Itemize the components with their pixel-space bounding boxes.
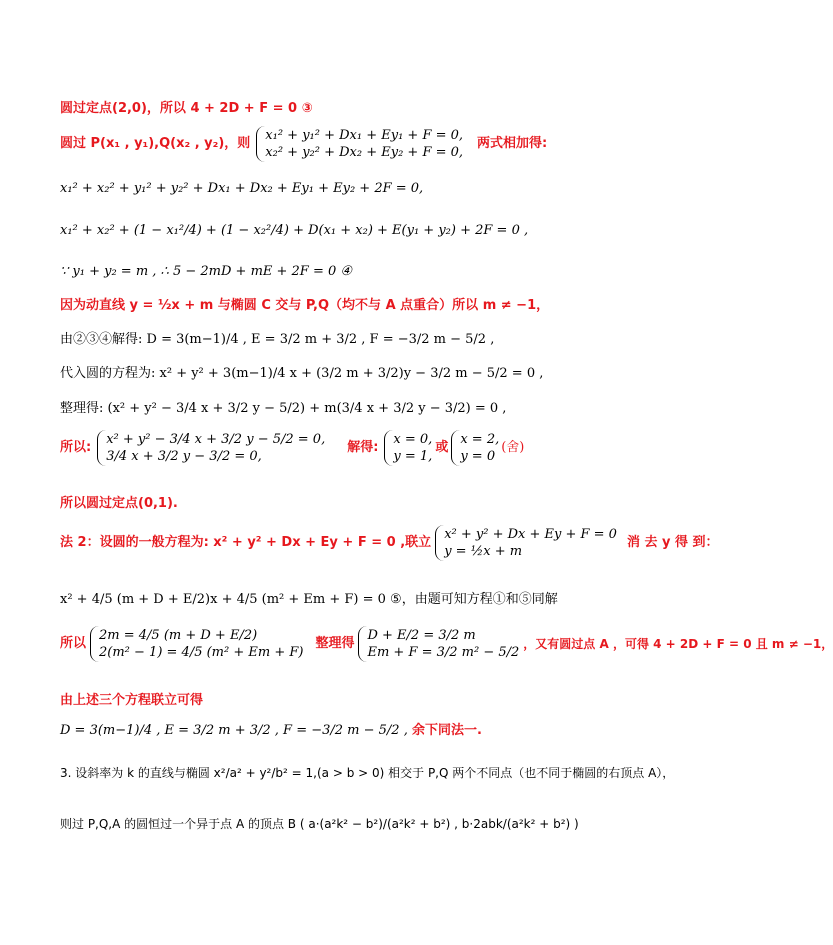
text-line-14 <box>60 626 833 662</box>
text-line-10 <box>60 430 524 466</box>
line-12-prefix: 法 2：设圆的一般方程为: x² + y² + Dx + Ey + F = 0 ,联立 <box>60 535 432 550</box>
text-line-12 <box>60 525 719 561</box>
line-2-suffix: 两式相加得: <box>477 136 548 151</box>
joint-system <box>435 525 617 561</box>
line-14-middle: 整理得 <box>315 636 355 651</box>
simplified-system-row-1: D + E/2 = 3/2 m <box>367 628 476 643</box>
equation-sum: x₁² + x₂² + y₁² + y₂² + Dx₁ + Dx₂ + Ey₁ + Ey₂ + 2F = 0, <box>60 181 424 196</box>
problem-3-statement: 3. 设斜率为 k 的直线与椭圆 x²/a² + y²/b² = 1,(a > b > 0) 相交于 P,Q 两个不同点（也不同于椭圆的右顶点 A）， <box>60 766 675 780</box>
text-line-15: 由上述三个方程联立可得 <box>60 693 204 708</box>
coefficient-system-row-1: 2m = 4/5 (m + D + E/2) <box>99 628 258 643</box>
reduced-system <box>97 430 325 466</box>
sum-system <box>256 126 463 162</box>
line-10-rejected: (舍) <box>501 440 525 455</box>
sum-system-row-2: x₂² + y₂² + Dx₂ + Ey₂ + F = 0, <box>265 145 464 160</box>
solution-two-x: x = 2, <box>460 432 500 447</box>
line-10-solve-label: 解得: <box>347 440 379 455</box>
line-16-tail: 余下同法一. <box>411 723 482 738</box>
text-line-16 <box>60 722 482 740</box>
text-line-11: 所以圆过定点(0,1). <box>60 496 178 511</box>
solution-one <box>384 430 432 466</box>
text-line-13: x² + 4/5 (m + D + E/2)x + 4/5 (m² + Em + F) = 0 ⑤，由题可知方程①和⑤同解 <box>60 592 558 607</box>
simplified-system-row-2: Em + F = 3/2 m² − 5/2 <box>367 645 520 660</box>
solution-one-y: y = 1, <box>393 449 433 464</box>
sum-system-row-1: x₁² + y₁² + Dx₁ + Ey₁ + F = 0, <box>265 128 464 143</box>
reduced-system-row-1: x² + y² − 3/4 x + 3/2 y − 5/2 = 0, <box>106 432 326 447</box>
line-16-equations: D = 3(m−1)/4 , E = 3/2 m + 3/2 , F = −3/2 m − 5/2 , <box>60 723 408 738</box>
text-line-2 <box>60 126 547 162</box>
joint-system-row-1: x² + y² + Dx + Ey + F = 0 <box>444 527 617 542</box>
text-line-1: 圆过定点(2,0)，所以 4 + 2D + F = 0 ③ <box>60 101 313 116</box>
reduced-system-row-2: 3/4 x + 3/2 y − 3/2 = 0, <box>106 449 262 464</box>
solution-one-x: x = 0, <box>393 432 433 447</box>
line-10-or: 或 <box>435 440 449 455</box>
solution-two <box>451 430 499 466</box>
text-line-7: 由②③④解得: D = 3(m−1)/4 , E = 3/2 m + 3/2 , F = −3/2 m − 5/2 , <box>60 332 495 347</box>
solution-two-y: y = 0 <box>460 449 496 464</box>
text-line-8: 代入圆的方程为: x² + y² + 3(m−1)/4 x + (3/2 m + 3/2)y − 3/2 m − 5/2 = 0 , <box>60 366 544 381</box>
line-2-prefix: 圆过 P(x₁ , y₁),Q(x₂ , y₂)，则 <box>60 136 251 151</box>
simplified-system <box>358 626 519 662</box>
text-line-6: 因为动直线 y = ½x + m 与椭圆 C 交与 P,Q（均不与 A 点重合）所以 m ≠ −1， <box>60 298 550 313</box>
equation-four: ∵ y₁ + y₂ = m , ∴ 5 − 2mD + mE + 2F = 0 ④ <box>60 264 353 279</box>
text-line-9: 整理得: (x² + y² − 3/4 x + 3/2 y − 5/2) + m(3/4 x + 3/2 y − 3/2) = 0 , <box>60 401 507 416</box>
coefficient-system <box>90 626 303 662</box>
line-14-prefix: 所以 <box>60 636 87 651</box>
line-14-suffix: ，又有圆过点 A ，可得 4 + 2D + F = 0 且 m ≠ −1， <box>523 637 833 651</box>
line-12-suffix: 消 去 y 得 到： <box>626 535 719 550</box>
joint-system-row-2: y = ½x + m <box>444 544 523 559</box>
line-10-prefix: 所以: <box>60 440 92 455</box>
problem-3-conclusion: 则过 P,Q,A 的圆恒过一个异于点 A 的顶点 B ( a·(a²k² − b²)/(a²k² + b²) , b·2abk/(a²k² + b²) ) <box>60 817 579 831</box>
equation-substituted: x₁² + x₂² + (1 − x₁²/4) + (1 − x₂²/4) + D(x₁ + x₂) + E(y₁ + y₂) + 2F = 0 , <box>60 223 529 238</box>
coefficient-system-row-2: 2(m² − 1) = 4/5 (m² + Em + F) <box>99 645 304 660</box>
